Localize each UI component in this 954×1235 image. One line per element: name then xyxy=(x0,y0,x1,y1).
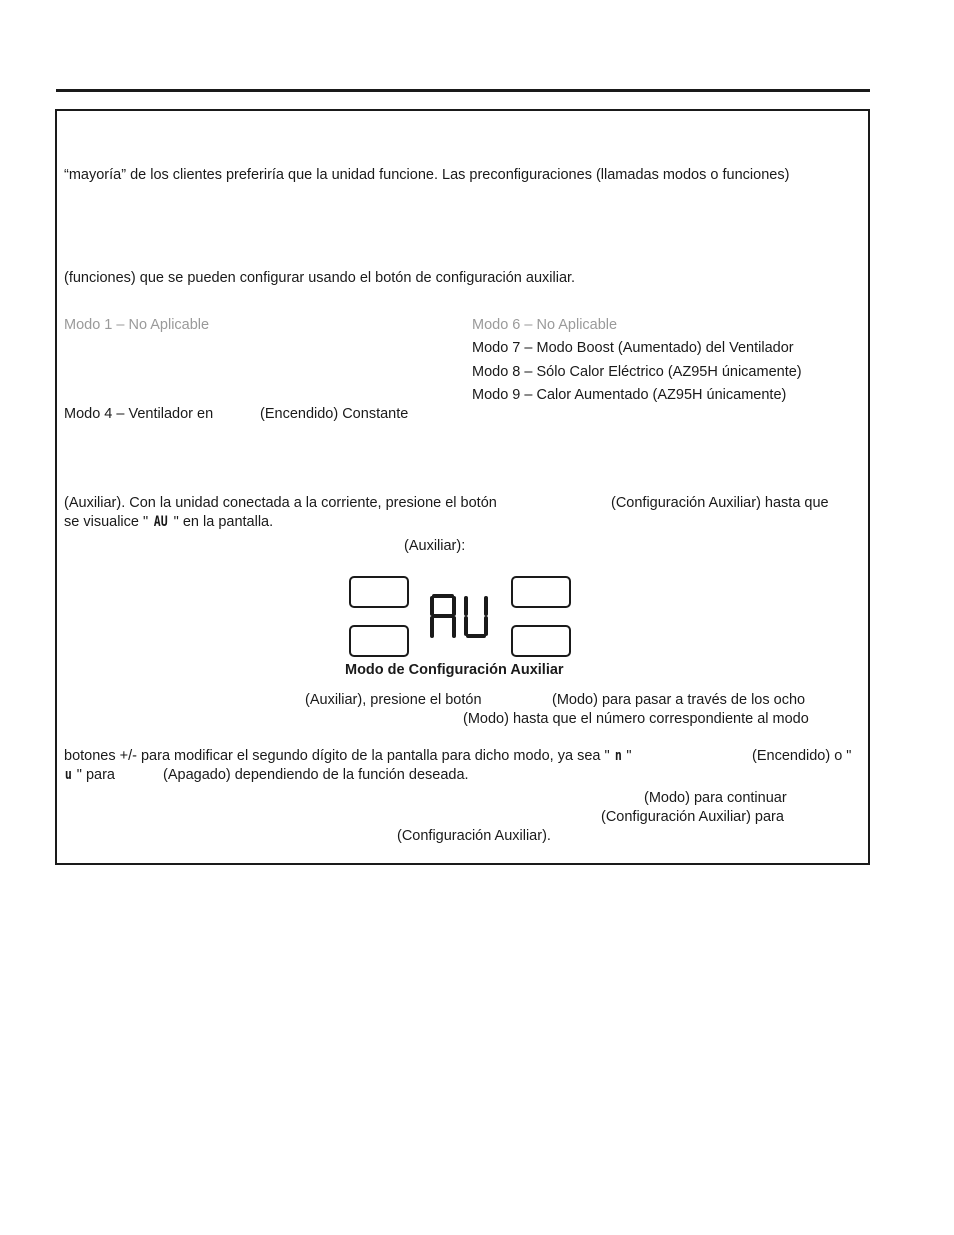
para1-line1: “mayoría” de los clientes preferiría que la unidad funcione. Las preconfiguraciones (llamadas modos o funciones) xyxy=(64,167,790,183)
mode-7: Modo 7 – Modo Boost (Aumentado) del Ventilador xyxy=(472,340,794,356)
panel-button-top-left[interactable] xyxy=(349,576,409,608)
mode-1: Modo 1 – No Aplicable xyxy=(64,317,210,333)
panel-button-bottom-left[interactable] xyxy=(349,625,409,657)
para4-line3-b: " xyxy=(626,748,632,764)
para3-line2-a: se visualice " xyxy=(64,514,149,530)
para3-line2 xyxy=(64,514,273,531)
para3-line2-b: " en la pantalla. xyxy=(173,514,274,530)
para4-line3 xyxy=(64,748,632,765)
para4-line5: (Modo) para continuar xyxy=(644,790,787,806)
para3-line1-b: (Configuración Auxiliar) hasta que xyxy=(611,495,829,511)
display-readout: AU xyxy=(460,639,462,640)
mode-4-label: Modo 4 – Ventilador en xyxy=(64,406,214,422)
off-glyph: u xyxy=(64,767,72,783)
mode-8: Modo 8 – Sólo Calor Eléctrico (AZ95H únicamente) xyxy=(472,364,802,380)
panel-button-bottom-right[interactable] xyxy=(511,625,571,657)
panel-button-top-right[interactable] xyxy=(511,576,571,608)
para4-line3-c: (Encendido) o " xyxy=(752,748,852,764)
para4-line7: (Configuración Auxiliar). xyxy=(397,828,551,844)
para4-line4-b: (Apagado) dependiendo de la función deseada. xyxy=(163,767,469,783)
para4-line3-a: botones +/- para modificar el segundo dígito de la pantalla para dicho modo, ya sea " xyxy=(64,748,610,764)
mode-6: Modo 6 – No Aplicable xyxy=(472,317,618,333)
on-glyph: n xyxy=(614,748,622,764)
para3-line1-a: (Auxiliar). Con la unidad conectada a la corriente, presione el botón xyxy=(64,495,497,511)
para4-line4-a: " para xyxy=(76,767,115,783)
display-digit-u xyxy=(466,598,486,636)
header-rule xyxy=(56,89,870,92)
para4-line1-b: (Modo) para pasar a través de los ocho xyxy=(552,692,806,708)
mode-4-suffix: (Encendido) Constante xyxy=(260,406,409,422)
display-caption: Modo de Configuración Auxiliar xyxy=(345,662,564,678)
para4-line1-a: (Auxiliar), presione el botón xyxy=(305,692,482,708)
para4-line2: (Modo) hasta que el número correspondiente al modo xyxy=(463,711,809,727)
para4-line6: (Configuración Auxiliar) para xyxy=(601,809,784,825)
para2-line1: (funciones) que se pueden configurar usando el botón de configuración auxiliar. xyxy=(64,270,576,286)
para3-line3: (Auxiliar): xyxy=(404,538,466,554)
au-glyph: AU xyxy=(153,514,168,530)
segment-display xyxy=(428,592,492,640)
para4-line4 xyxy=(64,767,115,784)
display-digit-a xyxy=(432,596,454,636)
mode-9: Modo 9 – Calor Aumentado (AZ95H únicamente) xyxy=(472,387,787,403)
